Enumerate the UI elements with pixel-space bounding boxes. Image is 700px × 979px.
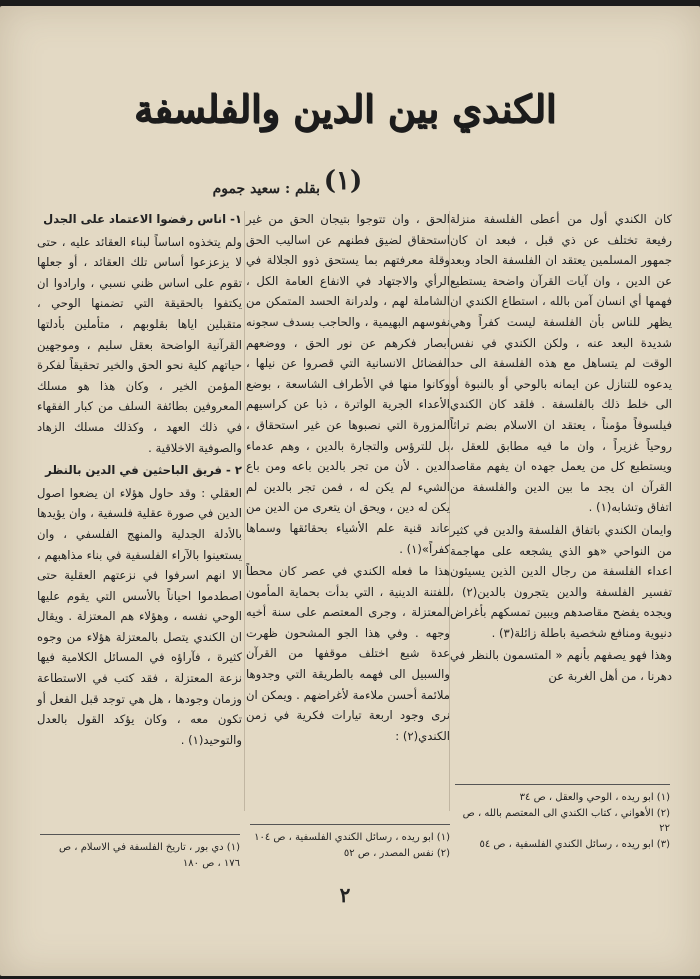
column-middle [246,209,450,748]
column-right [450,209,672,689]
footnotes-left [40,840,240,871]
column-divider [244,211,245,811]
footnote-rule [455,784,670,785]
footnote: (١) دي بور ، تاريخ الفلسفة في الاسلام ، ص ١٧٦ ، ص ١٨٠ [59,842,240,869]
footnotes-right [455,790,670,852]
footnotes-middle [250,830,450,861]
footnote: (١) ابو ريده ، رسائل الكندي الفلسفية ، ص ١٠٤ [254,832,450,843]
paragraph: وايمان الكندي باتفاق الفلسفة والدين في كثير من النواحي «هو الذي يشجعه على مهاجمة اعداء الفلسفة من رجال الدين الذين يسيئون تفسير الفلسفة والدين يتجرون بالدين(٢) ، ويجده يفضح مقاصدهم ويبين تمسكهم بأغراض دنيوية ومنافع شخصية باطلة زائلة(٣) . [450,522,672,640]
footnote-rule [40,834,240,835]
paragraph: كان الكندي أول من أعطى الفلسفة منزلة رفيعة تختلف عن ذي قبل ، فبعد ان كان جمهور المسلمين يعتقد ان الفلسفة الحاد وبعد عن الدين ، وان آيات القرآن واضحة يستطيع فهمها أي انسان آمن بالله ، استطاع الكندي ان يظهر للناس بأن الفلسفة ليست كفراً وهي شديدة البعد عنه ، ولكن الكندي في نفس الوقت لم يتساهل مع هذه الفلسفة الى حد يدعوه للتنازل عن ايمانه بالوحي أو بالنبوة أو الى خلط ذلك بالفلسفة . فلقد كان الكندي فيلسوفاً مؤمناً ، يعتقد ان الاسلام بضم تراثاً روحياً غزيراً ، وان ما فيه مطابق للعقل ، ويستطيع كل من يعمل جهده ان يفهم مقاصد القرآن ان يجد ما بين الدين والفلسفة من اتفاق وتشابه(١) . [450,212,672,515]
part-number: (١) [323,166,363,196]
paragraph: هذا ما فعله الكندي في عصر كان محطاً للفتنة الدينية ، التي بدأت بحماية المأمون المعتزلة ، وجرى المعتصم على سنة أخيه وجهه . وفي هذا الجو المشحون ظهرت عدة شيع اختلف موقفها من القرآن والسبيل الى فهمه بالطريقة التي وجدوها ملائمة أحسن ملاءمة لأغراضهم . ويمكن ان نرى وجود اربعة تيارات فكرية في زمن الكندي(٢) : [246,564,450,743]
page-number: ٢ [339,883,351,907]
paragraph: ولم يتخذوه اساساً لبناء العقائد عليه ، حتى لا يزعزعوا أساس تلك العقائد ، أو جعلها تقوم على اساس ظني نسبي ، وارادوا ان يكتفوا بالحقيقة التي تضمنها الوحي ، متقبلين اياها بقلوبهم ، متأملين بأدلتها القرآنية الواضحة بعقل سليم ، وموجهين حياتهم كلية نحو الحق والخير تحقيقاً لفكرة المؤمن الخير ، وكان هذا هو مسلك المعروفين بطائفة السلف من كبار الفقهاء في ذلك العهد ، وكذلك مسلك الزهاد والصوفية الاخلاقية . [37,234,242,455]
footnote: (٣) ابو ريده ، رسائل الكندي الفلسفية ، ص ٥٤ [479,838,670,850]
footnote-rule [250,824,450,825]
footnote: (٢) الأهواني ، كتاب الكندي الى المعتصم بالله ، ص ٢٢ [462,807,670,834]
paragraph: الحق ، وان تتوجوا بتيجان الحق من غير استحقاق لضيق فطنهم عن اساليب الحق وقلة معرفتهم بما يستحق ذوو الجلالة في الرأي والاجتهاد في الانفاع العامة الكل ، الشاملة لهم ، ولدرانة الحسد المتمكن من نفوسهم البهيمية ، والحاجب بسدف سجونه ابصار فكرهم عن نور الحق ، ووضعهم الفضائل الانسانية التي قصروا عن نيلها ، وكانوا منها في الأطراف الشاسعة ، بوضع الأعداء الجرية الواترة ، ذبا عن كراسيهم المزورة التي نصبوها عن غير استحقاق ، بل للترؤس والتجارة بالدين ، وهم عدماء الدين . لأن من تجر بالدين باعه ومن باع الشيء لم يكن له ، فمن تجر بالدين لم يكن له دين ، ويحق ان يتعرى من الدين من عاند قنية علم الأشياء بحقائقها وسماها كفراً»(١) . [246,212,450,556]
paragraph: العقلي : وقد حاول هؤلاء ان يضعوا اصول الدين في صورة عقلية فلسفية ، وان يؤيدها بالأدلة الجدلية والمنهج الفلسفي ، وان يستعينوا بالآراء الفلسفية في بناء مذاهبهم ، الا انهم اسرفوا في نزعتهم العقلية حتى اصطدموا احياناً بالأسس التي يقوم عليها الوحي نفسه ، وهؤلاء هم المعتزلة . ويقال ان الكندي يتصل بالمعتزلة هؤلاء من وجوه كثيرة ، فآراؤه في المسائل الكلامية فيها نزعة المعتزلة ، فقد كتب في الاستطاعة وزمان وجودها ، هل هي توجد قبل الفعل أو تكون معه ، وكان يؤكد القول بالعدل والتوحيد(١) . [37,485,242,747]
paragraph: وهذا فهو يصفهم بأنهم « المتسمون بالنظر في دهرنا ، من أهل الغربة عن [450,648,672,684]
section-heading: ١- اناس رفضوا الاعتماد على الجدل [43,212,242,226]
column-left [37,209,242,752]
magazine-page [0,6,700,976]
byline: بقلم : سعيد جموم [212,181,320,197]
footnote: (١) ابو ريده ، الوحي والعقل ، ص ٣٤ [519,792,670,803]
section-heading: ٢ - فريق الباحثين في الدين بالنظر [45,463,242,478]
article-title: الكندي بين الدين والفلسفة [133,86,557,131]
footnote: (٢) نفس المصدر ، ص ٥٢ [343,847,450,859]
